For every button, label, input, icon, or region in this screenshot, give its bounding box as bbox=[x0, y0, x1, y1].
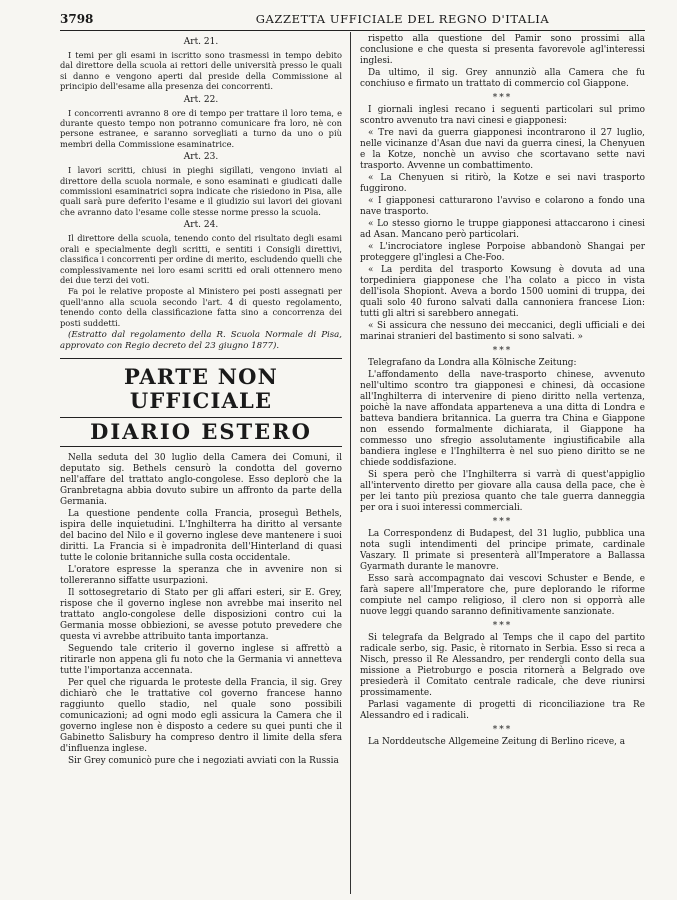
news-paragraph: Nella seduta del 30 luglio della Camera dei Comuni, il deputato sig. Bethels censurò la condotta del governo nell'affare del trattato anglo-congolese. Esso deplorò che la Granbretagna abbia dovuto subire un affronto da parte della Germania. bbox=[60, 452, 342, 507]
news-paragraph: Si spera però che l'Inghilterra si varrà di quest'appiglio all'intervento diretto per giovare alla causa della pace, che è per lei tanto più preziosa quanto che tale guerra danneggia per ora i suoi interessi commerciali. bbox=[360, 470, 645, 513]
article-text: Fa poi le relative proposte al Ministero pei posti assegnati per quell'anno alla scuola secondo l'art. 4 di questo regolamento, tenendo conto della classificazione fatta sino a concorrenza dei posti suddetti. bbox=[60, 286, 342, 328]
section-title: PARTE NON UFFICIALE bbox=[123, 363, 279, 413]
right-column bbox=[360, 34, 645, 894]
separator-stars: *** bbox=[492, 725, 513, 735]
article-heading: Art. 21. bbox=[183, 37, 219, 47]
article-heading: Art. 24. bbox=[183, 220, 219, 231]
quoted-paragraph: « Lo stesso giorno le truppe giapponesi attaccarono i cinesi ad Asan. Mancano però particolari. bbox=[360, 219, 645, 240]
news-paragraph: La Correspondenz di Budapest, del 31 luglio, pubblica una nota sugli intendimenti del principe primate, cardinale Vaszary. Il primate si presenterà all'Imperatore a Ballassa Gyarmath durante le manovre. bbox=[360, 529, 645, 572]
left-column bbox=[60, 34, 342, 894]
article-heading: Art. 22. bbox=[183, 94, 219, 105]
news-paragraph: Per quel che riguarda le proteste della Francia, il sig. Grey dichiarò che le trattative col governo francese hanno raggiunto quello stadio, nel quale sono possibili comunicazioni; ad ogni modo egli assicura la Camera che il governo inglese non è disposto a cedere su quei punti che il Gabinetto Salisbury ha compreso dentro il limite della sfera d'influenza inglese. bbox=[60, 677, 342, 754]
news-paragraph: Il sottosegretario di Stato per gli affari esteri, sir E. Grey, rispose che il governo inglese non avrebbe mai inserito nel trattato anglo-congolese delle disposizioni contro cui la Germania mosse obbiezioni, se avesse potuto prevedere che questa vi avrebbe attribuito tanta importanza. bbox=[60, 587, 342, 642]
news-paragraph: Parlasi vagamente di progetti di riconciliazione tra Re Alessandro ed i radicali. bbox=[360, 700, 645, 721]
article-text: I concorrenti avranno 8 ore di tempo per trattare il loro tema, e durante questo tempo non potranno comunicare fra loro, nè con persone estranee, e saranno sorvegliati a turno da uno o più membri della Commissione esaminatrice. bbox=[60, 107, 342, 149]
news-paragraph: L'oratore espresse la speranza che in avvenire non si tollereranno siffatte usurpazioni. bbox=[60, 564, 342, 586]
news-paragraph: Seguendo tale criterio il governo inglese si affrettò a ritirarle non appena gli fu noto che la Germania vi annetteva tutte l'importanza accennata. bbox=[60, 643, 342, 676]
source-note: (Estratto dal regolamento della R. Scuola Normale di Pisa, approvato con Regio decreto del 23 giugno 1877). bbox=[60, 329, 342, 351]
news-paragraph: Da ultimo, il sig. Grey annunziò alla Camera che fu conchiuso e firmato un trattato di commercio col Giappone. bbox=[360, 68, 645, 89]
quoted-paragraph: « I giapponesi catturarono l'avviso e colarono a fondo una nave trasporto. bbox=[360, 196, 645, 217]
page-number: 3798 bbox=[60, 12, 94, 26]
news-paragraph: La Norddeutsche Allgemeine Zeitung di Berlino riceve, a bbox=[368, 737, 626, 747]
quoted-paragraph: « Si assicura che nessuno dei meccanici, degli ufficiali e dei marinai stranieri del bastimento si sono salvati. » bbox=[360, 321, 645, 342]
page-header bbox=[60, 8, 645, 31]
news-paragraph: Sir Grey comunicò pure che i negoziati avviati con la Russia bbox=[68, 755, 339, 766]
column-divider bbox=[350, 32, 351, 894]
separator-stars: *** bbox=[492, 346, 513, 356]
section-rule bbox=[60, 358, 342, 359]
quoted-paragraph: « La perdita del trasporto Kowsung è dovuta ad una torpediniera giapponese che l'ha colato a picco in vista dell'isola Shopiont. Aveva a bordo 1500 uomini di truppa, dei quali solo 40 furono salvati dalla cannoniera francese Lion: tutti gli altri si sarebbero annegati. bbox=[360, 265, 645, 319]
article-heading: Art. 23. bbox=[183, 152, 219, 163]
news-paragraph: La questione pendente colla Francia, proseguì Bethels, ispira delle inquietudini. L'Inghilterra ha diritto al versante del bacino del Nilo e il governo inglese deve mantenere i suoi diritti. La Francia si è impadronita dell'Hinterland di quasi tutte le colonie britanniche sulla costa occidentale. bbox=[60, 508, 342, 563]
news-paragraph: Telegrafano da Londra alla Kölnische Zeitung: bbox=[368, 358, 577, 368]
article-text: I temi per gli esami in iscritto sono trasmessi in tempo debito dal direttore della scuola ai rettori delle università presso le quali si danno e vengono aperti dal preside della Commissione al principio dell'esame alla presenza dei concorrenti. bbox=[60, 50, 342, 92]
article-text: I lavori scritti, chiusi in pieghi sigillati, vengono inviati al direttore della scuola normale, e sono esaminati e giudicati dalle commissioni esaminatrici sopra indicate che risiedono in Pisa, alle quali sarà pure deferito l'esame e il giudizio sui lavori dei giovani che avranno dato l'esame colle stesse norme presso la scuola. bbox=[60, 165, 342, 217]
news-paragraph: I giornali inglesi recano i seguenti particolari sul primo scontro avvenuto tra navi cinesi e giapponesi: bbox=[360, 105, 645, 126]
news-paragraph: rispetto alla questione del Pamir sono prossimi alla conclusione e che questa si presenta favorevole agl'interessi inglesi. bbox=[360, 34, 645, 66]
article-text: Il direttore della scuola, tenendo conto del risultato degli esami orali e specialmente degli scritti, e sentiti i Consigli direttivi, classifica i concorrenti per ordine di merito, escludendo quelli che complessivamente nei loro esami scritti ed orali ottennero meno dei due terzi dei voti. bbox=[60, 233, 342, 285]
separator-stars: *** bbox=[492, 621, 513, 631]
quoted-paragraph: « Tre navi da guerra giapponesi incontrarono il 27 luglio, nelle vicinanze d'Asan due navi da guerra cinesi, la Chenyuen e la Kotze, nonchè un avviso che scortavano sette navi trasporto. Avvenne un combattimento. bbox=[360, 128, 645, 171]
quoted-paragraph: « La Chenyuen si ritirò, la Kotze e sei navi trasporto fuggirono. bbox=[360, 173, 645, 194]
journal-title: GAZZETTA UFFICIALE DEL REGNO D'ITALIA bbox=[255, 12, 550, 26]
news-paragraph: L'affondamento della nave-trasporto chinese, avvenuto nell'ultimo scontro tra giapponesi e chinesi, dà occasione all'Inghilterra di intervenire di pieno diritto nella vertenza, poichè la nave affondata apparteneva a una ditta di Londra e batteva bandiera britannica. La guerra tra China e Giappone non essendo formalmente dichiarata, il Giappone ha commesso uno sfregio assolutamente ingiustificabile alla bandiera inglese e l'Inghilterra è nel suo pieno diritto se ne chiede soddisfazione. bbox=[360, 370, 645, 468]
separator-stars: *** bbox=[492, 517, 513, 527]
separator-stars: *** bbox=[492, 93, 513, 103]
quoted-paragraph: « L'incrociatore inglese Porpoise abbandonò Shangai per proteggere gl'inglesi a Che-Foo. bbox=[360, 242, 645, 263]
news-paragraph: Esso sarà accompagnato dai vescovi Schuster e Bende, e farà sapere all'Imperatore che, pure deplorando le riforme compiute nel campo religioso, il clero non si opporrà alle nuove leggi quando saranno definitivamente sanzionate. bbox=[360, 574, 645, 617]
news-paragraph: Si telegrafa da Belgrado al Temps che il capo del partito radicale serbo, sig. Pasic, è ritornato in Serbia. Esso si reca a Nisch, presso il Re Alessandro, per rendergli conto della sua missione a Pietroburgo e poscia ritornerà a Belgrado ove presiederà il Comitato centrale radicale, che deve riunirsi prossimamente. bbox=[360, 633, 645, 698]
diario-title: DIARIO ESTERO bbox=[60, 417, 342, 447]
